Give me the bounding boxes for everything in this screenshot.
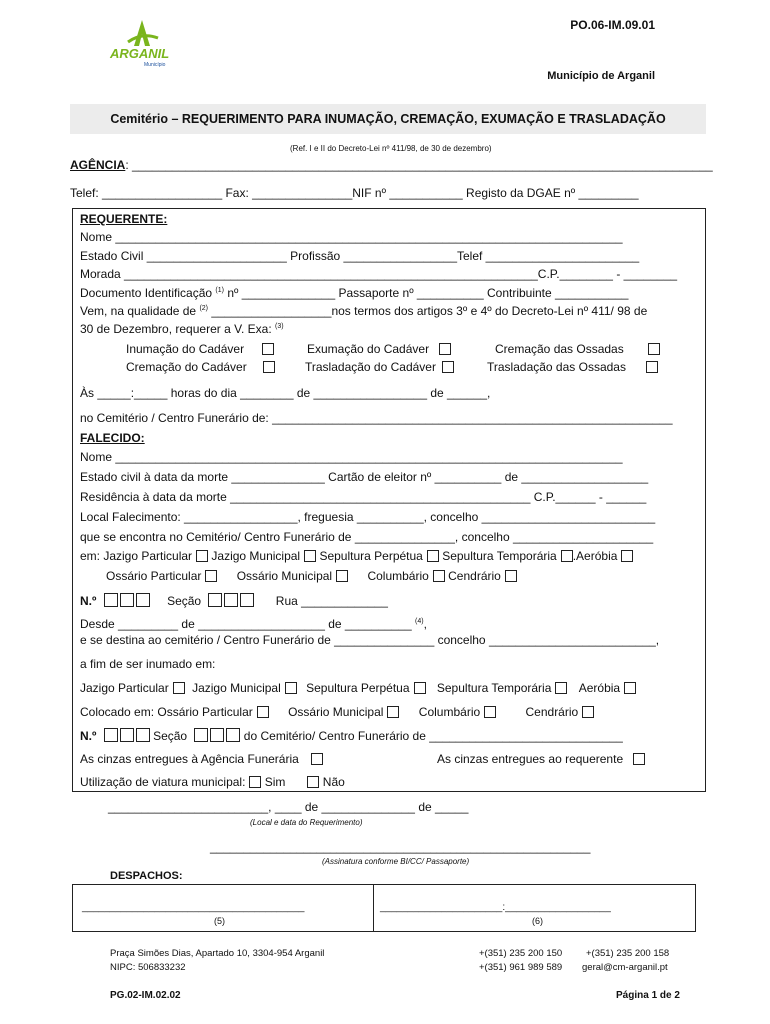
signature-field[interactable]: _________________________________________________________ bbox=[210, 840, 591, 854]
requerente-requer-text: 30 de Dezembro, requerer a V. Exa: $^{(3)}$ bbox=[80, 322, 284, 336]
secao2-box-2[interactable] bbox=[210, 728, 224, 742]
municipality-name: Município de Arganil bbox=[547, 70, 655, 82]
destino-field[interactable]: e se destina ao cemitério / Centro Funerário de _______________ concelho _________________________, bbox=[80, 633, 660, 647]
option-cremacao-cadaver[interactable]: Cremação do Cadáver bbox=[126, 360, 275, 374]
checkbox-cinzas-requerente[interactable] bbox=[633, 753, 645, 765]
checkbox-trasladacao-cadaver[interactable] bbox=[442, 361, 454, 373]
viatura-sim-label: Sim bbox=[264, 775, 286, 789]
inumacao-jazigo-row: Jazigo Particular Jazigo Municipal Sepultura Perpétua Sepultura Temporária Aeróbia bbox=[80, 681, 636, 695]
checkbox-columbario[interactable] bbox=[433, 570, 445, 582]
checkbox-inum-sepultura-perpetua[interactable] bbox=[414, 682, 426, 694]
option-exumacao-cadaver[interactable]: Exumação do Cadáver bbox=[307, 342, 451, 356]
footer-address: Praça Simões Dias, Apartado 10, 3304-954 Arganil bbox=[110, 948, 325, 959]
local-data-field[interactable]: ________________________, ____ de ______________ de _____ bbox=[108, 800, 469, 814]
document-code: PO.06-IM.09.01 bbox=[570, 18, 655, 32]
secao-box-2[interactable] bbox=[224, 593, 238, 607]
cinzas-agencia-option[interactable]: As cinzas entregues à Agência Funerária bbox=[80, 752, 323, 766]
despacho-6-field[interactable]: ______________________:___________________ bbox=[380, 902, 611, 913]
numero-box-1[interactable] bbox=[104, 593, 118, 607]
despachos-divider bbox=[373, 885, 374, 931]
cemiterio-destino-field[interactable]: no Cemitério / Centro Funerário de: ____________________________________________________________ bbox=[80, 411, 673, 425]
checkbox-viatura-nao[interactable] bbox=[307, 776, 319, 788]
footer-nipc: NIPC: 506833232 bbox=[110, 962, 186, 973]
jazigo-options-row: em: Jazigo Particular Jazigo Municipal Sepultura Perpétua Sepultura Temporária .Aeróbia bbox=[80, 549, 633, 563]
footer-phone-3: +(351) 961 989 589 bbox=[479, 962, 563, 973]
checkbox-inumacao-cadaver[interactable] bbox=[262, 343, 274, 355]
falecido-cemiterio-field[interactable]: que se encontra no Cemitério/ Centro Funerário de _______________, concelho _____________________ bbox=[80, 530, 654, 544]
option-trasladacao-cadaver[interactable]: Trasladação do Cadáver bbox=[305, 360, 454, 374]
inumado-em-text: a fim de ser inumado em: bbox=[80, 657, 216, 671]
checkbox-sepultura-perpetua[interactable] bbox=[427, 550, 439, 562]
signature-caption: (Assinatura conforme BI/CC/ Passaporte) bbox=[322, 857, 470, 866]
viatura-nao-label: Não bbox=[322, 775, 345, 789]
option-trasladacao-ossadas[interactable]: Trasladação das Ossadas bbox=[487, 360, 658, 374]
numero-box-3[interactable] bbox=[136, 593, 150, 607]
footer-phone-1: +(351) 235 200 150 bbox=[479, 948, 563, 959]
checkbox-trasladacao-ossadas[interactable] bbox=[646, 361, 658, 373]
numero-secao-row bbox=[80, 593, 388, 608]
secao2-cemiterio-field[interactable]: do Cemitério/ Centro Funerário de _____________________________ bbox=[243, 729, 623, 743]
numero-secao-row-2: N.º Seção do Cemitério/ Centro Funerário de _____________________________ bbox=[80, 729, 623, 743]
checkbox-col-columbario[interactable] bbox=[484, 706, 496, 718]
numero2-box-1[interactable] bbox=[104, 728, 118, 742]
checkbox-jazigo-particular[interactable] bbox=[196, 550, 208, 562]
rua-field[interactable]: Rua _____________ bbox=[275, 594, 388, 608]
despacho-5-field[interactable]: ________________________________________ bbox=[82, 902, 305, 913]
falecido-nome-field[interactable]: Nome ____________________________________________________________________________ bbox=[80, 450, 623, 464]
checkbox-col-ossario-particular[interactable] bbox=[257, 706, 269, 718]
falecido-residencia-field[interactable]: Residência à data da morte _____________________________________________ C.P.______ - ______ bbox=[80, 490, 647, 504]
option-cremacao-ossadas[interactable]: Cremação das Ossadas bbox=[495, 342, 660, 356]
checkbox-cendrario[interactable] bbox=[505, 570, 517, 582]
falecido-local-field[interactable]: Local Falecimento: _________________, freguesia __________, concelho __________________________ bbox=[80, 510, 656, 524]
falecido-heading: FALECIDO: bbox=[80, 431, 145, 445]
falecido-estado-field[interactable]: Estado civil à data da morte ______________ Cartão de eleitor nº __________ de ___________________ bbox=[80, 470, 649, 484]
secao2-box-1[interactable] bbox=[194, 728, 208, 742]
contact-row[interactable]: Telef: __________________ Fax: _______________NIF nº ___________ Registo da DGAE nº _________ bbox=[70, 186, 639, 200]
requerente-estado-field[interactable]: Estado Civil _____________________ Profissão _________________Telef _______________________ bbox=[80, 249, 640, 263]
legal-reference: (Ref. I e II do Decreto-Lei nº 411/98, de 30 de dezembro) bbox=[290, 144, 492, 153]
numero-box-2[interactable] bbox=[120, 593, 134, 607]
data-hora-field[interactable]: Às _____:_____ horas do dia ________ de _________________ de ______, bbox=[80, 386, 491, 400]
page-title: Cemitério – REQUERIMENTO PARA INUMAÇÃO, CREMAÇÃO, EXUMAÇÃO E TRASLADAÇÃO bbox=[110, 112, 666, 126]
requerente-nome-field[interactable]: Nome ____________________________________________________________________________ bbox=[80, 230, 623, 244]
requerente-heading: REQUERENTE: bbox=[80, 212, 168, 226]
numero2-box-2[interactable] bbox=[120, 728, 134, 742]
checkbox-inum-jazigo-municipal[interactable] bbox=[285, 682, 297, 694]
secao2-box-3[interactable] bbox=[226, 728, 240, 742]
checkbox-cremacao-cadaver[interactable] bbox=[263, 361, 275, 373]
cinzas-requerente-option[interactable]: As cinzas entregues ao requerente bbox=[437, 752, 645, 766]
checkbox-col-ossario-municipal[interactable] bbox=[387, 706, 399, 718]
checkbox-jazigo-municipal[interactable] bbox=[304, 550, 316, 562]
requerente-qualidade-field[interactable]: Vem, na qualidade de $^{(2)}$ __________________nos termos dos artigos 3º e 4º do Decreto-Lei nº 411/ 98 de bbox=[80, 304, 648, 318]
agencia-label: AGÊNCIA bbox=[70, 158, 126, 172]
secao-box-1[interactable] bbox=[208, 593, 222, 607]
secao-label: Seção bbox=[167, 594, 202, 608]
checkbox-inum-jazigo-particular[interactable] bbox=[173, 682, 185, 694]
requerente-documento-field[interactable]: Documento Identificação $^{(1)}$ nº ______________ Passaporte nº __________ Contribuinte ___________ bbox=[80, 286, 629, 300]
checkbox-exumacao-cadaver[interactable] bbox=[439, 343, 451, 355]
local-data-caption: (Local e data do Requerimento) bbox=[250, 818, 363, 827]
page-number: Página 1 de 2 bbox=[616, 990, 680, 1001]
logo-subtext: Município bbox=[144, 62, 166, 68]
checkbox-cremacao-ossadas[interactable] bbox=[648, 343, 660, 355]
footer-code: PG.02-IM.02.02 bbox=[110, 990, 181, 1001]
checkbox-aerobia[interactable] bbox=[621, 550, 633, 562]
colocado-row: Colocado em: Ossário Particular Ossário Municipal Columbário Cendrário bbox=[80, 705, 594, 719]
secao-box-3[interactable] bbox=[240, 593, 254, 607]
footer-phone-2: +(351) 235 200 158 bbox=[586, 948, 670, 959]
numero2-box-3[interactable] bbox=[136, 728, 150, 742]
checkbox-ossario-particular[interactable] bbox=[205, 570, 217, 582]
checkbox-cinzas-agencia[interactable] bbox=[311, 753, 323, 765]
despacho-5-caption: (5) bbox=[214, 916, 225, 926]
viatura-row: Utilização de viatura municipal: Sim Não bbox=[80, 775, 345, 789]
checkbox-inum-aerobia[interactable] bbox=[624, 682, 636, 694]
ossario-options-row: Ossário Particular Ossário Municipal Columbário Cendrário bbox=[106, 569, 517, 583]
despachos-label: DESPACHOS: bbox=[110, 870, 183, 882]
checkbox-col-cendrario[interactable] bbox=[582, 706, 594, 718]
option-inumacao-cadaver[interactable]: Inumação do Cadáver bbox=[126, 342, 274, 356]
checkbox-ossario-municipal[interactable] bbox=[336, 570, 348, 582]
numero-label: N.º bbox=[80, 594, 97, 608]
agencia-row bbox=[70, 158, 713, 172]
requerente-morada-field[interactable]: Morada ______________________________________________________________C.P.________ - ________ bbox=[80, 267, 678, 281]
desde-field[interactable]: Desde _________ de ___________________ de __________ $^{(4)}$, bbox=[80, 617, 427, 631]
checkbox-sepultura-temporaria[interactable] bbox=[561, 550, 573, 562]
title-banner bbox=[70, 104, 706, 134]
logo-text: ARGANIL bbox=[110, 46, 170, 61]
despacho-6-caption: (6) bbox=[532, 916, 543, 926]
arganil-logo bbox=[104, 14, 174, 70]
checkbox-inum-sepultura-temporaria[interactable] bbox=[555, 682, 567, 694]
footer-email[interactable]: geral@cm-arganil.pt bbox=[582, 962, 668, 973]
checkbox-viatura-sim[interactable] bbox=[249, 776, 261, 788]
agencia-field[interactable]: : _______________________________________________________________________________________ bbox=[125, 158, 713, 172]
